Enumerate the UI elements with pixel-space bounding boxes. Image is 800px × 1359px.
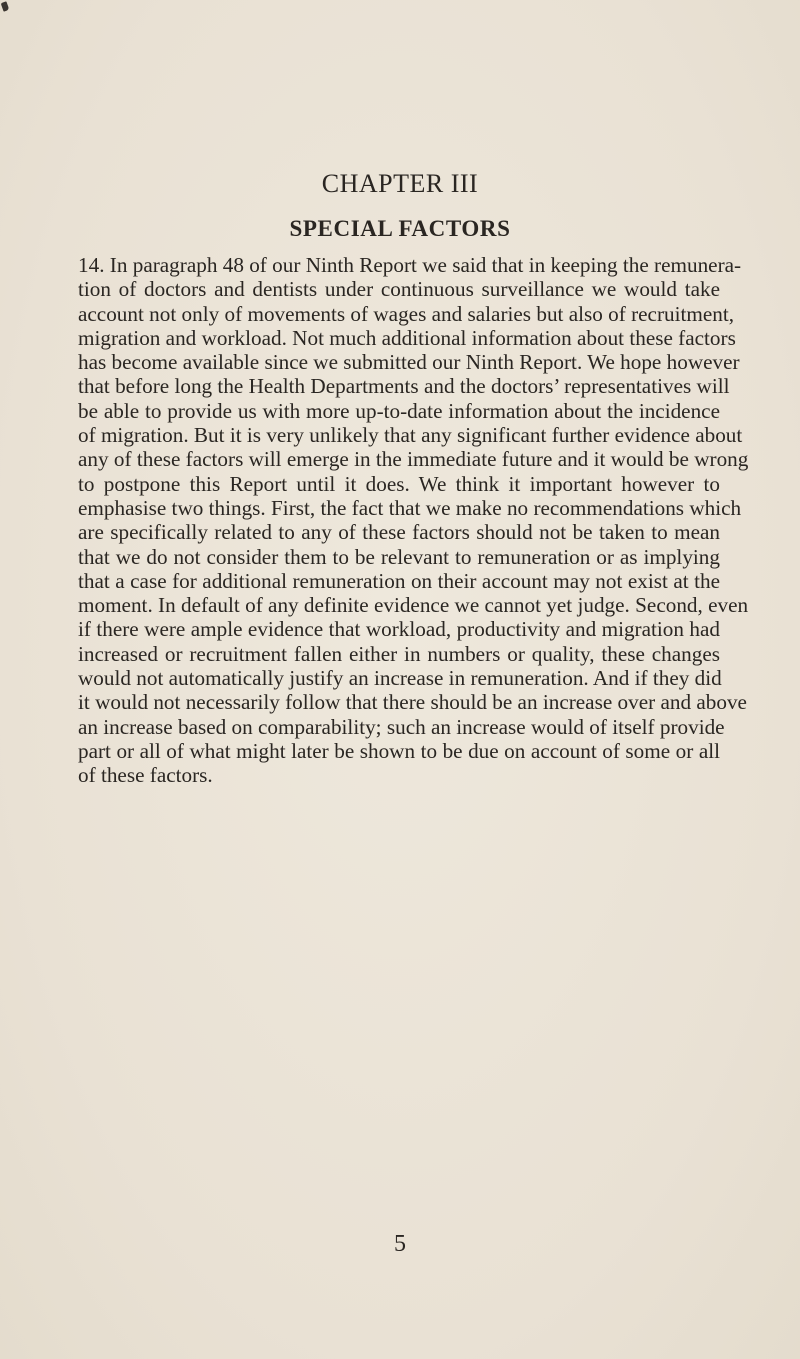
text-line: 14. In paragraph 48 of our Ninth Report we said that in keeping the remunera- [78, 253, 742, 277]
text-line: of these factors. [78, 763, 213, 788]
text-line: part or all of what might later be shown to be due on account of some or all [78, 738, 720, 763]
text-line: would not automatically justify an increase in remuneration. And if they did [78, 666, 722, 691]
text-line: emphasise two things. First, the fact that we make no recommendations which [78, 495, 742, 520]
text-line: tion of doctors and dentists under continuous surveillance we would take [78, 277, 720, 302]
page-number: 5 [394, 1231, 406, 1257]
text-line: that we do not consider them to be relevant to remuneration or as implying [78, 544, 720, 569]
text-line: if there were ample evidence that workload, productivity and migration had [78, 617, 720, 642]
text-line: that before long the Health Departments and the doctors’ representatives will [78, 374, 730, 399]
text-line: migration and workload. Not much additional information about these factors [78, 325, 736, 350]
text-line: of migration. But it is very unlikely that any significant further evidence about [78, 423, 743, 448]
ink-speck [1, 1, 10, 12]
text-line: are specifically related to any of these factors should not be taken to mean [78, 520, 720, 545]
text-line: any of these factors will emerge in the immediate future and it would be wrong [78, 447, 749, 472]
text-line: account not only of movements of wages and salaries but also of recruitment, [78, 301, 735, 326]
text-line: to postpone this Report until it does. We think it important however to [78, 471, 720, 496]
text-line: it would not necessarily follow that there should be an increase over and above [78, 690, 747, 715]
text-line: an increase based on comparability; such an increase would of itself provide [78, 714, 725, 739]
paragraph-14 [78, 253, 749, 788]
chapter-title: CHAPTER III [321, 169, 479, 198]
text-line: increased or recruitment fallen either in numbers or quality, these changes [78, 641, 720, 666]
text-line: has become available since we submitted our Ninth Report. We hope however [78, 350, 740, 375]
text-line: moment. In default of any definite evidence we cannot yet judge. Second, even [78, 593, 749, 618]
section-heading: SPECIAL FACTORS [289, 216, 511, 241]
text-line: that a case for additional remuneration on their account may not exist at the [78, 568, 720, 593]
text-line: be able to provide us with more up-to-date information about the incidence [78, 398, 720, 423]
